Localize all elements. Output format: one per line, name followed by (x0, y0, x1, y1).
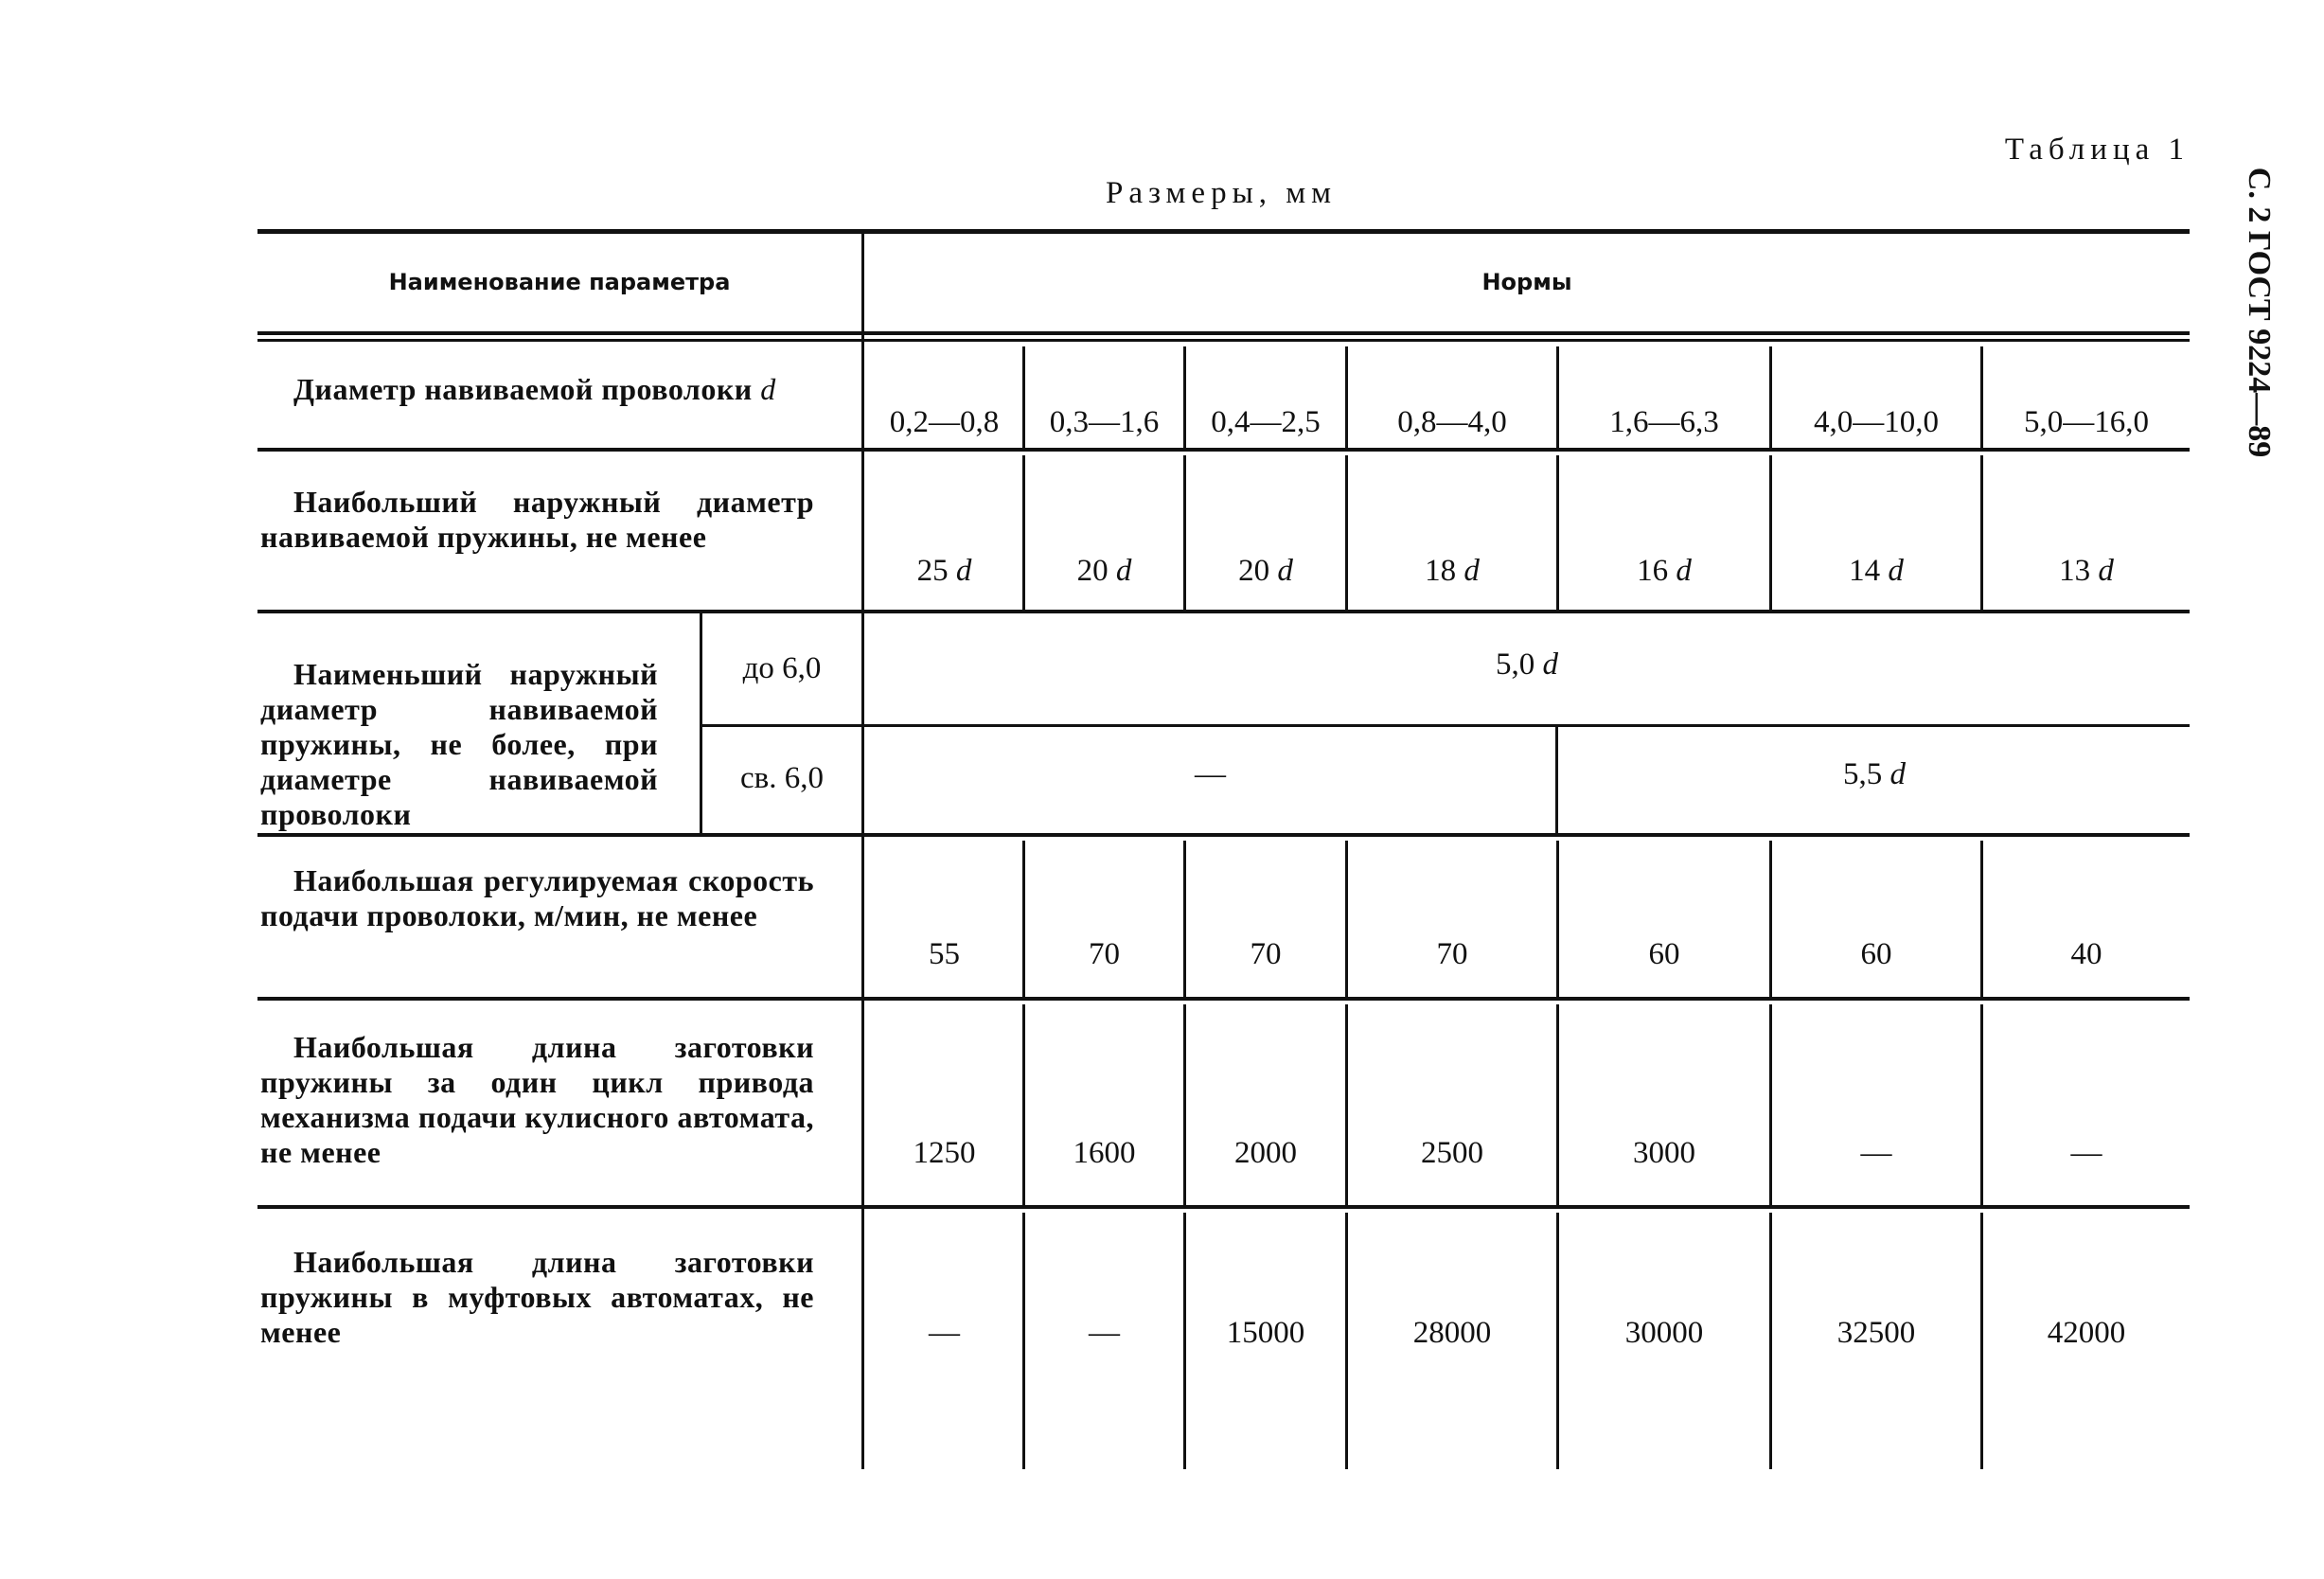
value-cell: 70 (1436, 937, 1468, 971)
value-col-divider (1769, 1004, 1772, 1205)
header-rule-2 (257, 339, 2190, 342)
sub-label-over-6: св. 6,0 (740, 761, 824, 795)
value-cell: 18 d (1425, 554, 1480, 588)
header-rule-1 (257, 331, 2190, 335)
value-cell: 14 d (1849, 554, 1904, 588)
value-cell: 0,3—1,6 (1049, 405, 1160, 439)
param-blank-length-clutch: Наибольшая длина заготовки пружины в муфтовых автоматах, не менее (260, 1245, 814, 1349)
value-cell: 28000 (1412, 1316, 1492, 1350)
value-cell: 70 (1250, 937, 1282, 971)
value-cell: — (929, 1316, 960, 1350)
value-cell: 60 (1648, 937, 1680, 971)
value-col-divider (1022, 841, 1025, 997)
col-divider (861, 234, 864, 1469)
value-cell: 0,2—0,8 (889, 405, 1000, 439)
param-blank-length-cam: Наибольшая длина заготовки пружины за один цикл привода механизма подачи кулисного автомата, не менее (260, 1030, 814, 1169)
row-rule (257, 1205, 2190, 1209)
value-cell: 16 d (1637, 554, 1692, 588)
value-col-divider (1556, 1004, 1559, 1205)
value-cell: 25 d (916, 554, 972, 588)
value-cell: 3000 (1633, 1136, 1695, 1170)
value-cell: 42000 (2047, 1316, 2126, 1350)
value-cell: 0,8—4,0 (1397, 405, 1507, 439)
sub-row-rule (701, 724, 2190, 727)
param-min-outer-diameter: Наименьший наружный диаметр навиваемой пружины, не более, при диаметре навиваемой проволоки (260, 657, 658, 831)
value-cell: 20 d (1076, 554, 1132, 588)
table-label: Таблица 1 (2004, 133, 2190, 167)
value-cell: 1,6—6,3 (1609, 405, 1719, 439)
row-rule (257, 448, 2190, 452)
value-cell: 30000 (1624, 1316, 1704, 1350)
running-header: С. 2 ГОСТ 9224—89 (2242, 167, 2277, 458)
value-col-divider (1345, 1004, 1348, 1205)
value-cell: — (1089, 1316, 1120, 1350)
sub-value-divider (1555, 727, 1558, 833)
value-cell: 2500 (1421, 1136, 1483, 1170)
value-min-diam-over-6-right: 5,5 d (1843, 757, 1906, 791)
value-col-divider (1980, 1004, 1983, 1205)
value-col-divider (1769, 841, 1772, 997)
value-cell: 20 d (1238, 554, 1293, 588)
value-cell: 2000 (1234, 1136, 1297, 1170)
value-cell: 70 (1089, 937, 1120, 971)
value-col-divider (1183, 1004, 1186, 1205)
value-cell: 1600 (1073, 1136, 1136, 1170)
value-cell: 40 (2070, 937, 2102, 971)
param-wire-diameter: Диаметр навиваемой проволоки d (293, 372, 776, 406)
value-col-divider (1183, 841, 1186, 997)
value-col-divider (1345, 841, 1348, 997)
value-min-diam-over-6-left: — (1195, 757, 1226, 791)
value-cell: 13 d (2059, 554, 2114, 588)
value-cell: 60 (1860, 937, 1892, 971)
value-cell: — (1860, 1136, 1892, 1170)
value-col-divider (1980, 841, 1983, 997)
value-cell: 4,0—10,0 (1814, 405, 1939, 439)
value-col-divider (1022, 1004, 1025, 1205)
units-caption: Размеры, мм (1105, 176, 1338, 210)
row-rule (257, 833, 2190, 837)
value-cell: 15000 (1226, 1316, 1305, 1350)
param-feed-speed: Наибольшая регулируемая скорость подачи проволоки, м/мин, не менее (260, 863, 814, 932)
sub-col-divider (700, 613, 702, 833)
value-cell: 1250 (913, 1136, 976, 1170)
value-cell: — (2070, 1136, 2102, 1170)
row-rule (257, 610, 2190, 613)
value-cell: 5,0—16,0 (2024, 405, 2149, 439)
value-col-divider (1556, 841, 1559, 997)
value-cell: 0,4—2,5 (1211, 405, 1321, 439)
row-rule (257, 997, 2190, 1001)
header-param: Наименование параметра (388, 269, 731, 295)
value-cell: 32500 (1836, 1316, 1916, 1350)
header-norms: Нормы (1481, 269, 1572, 295)
value-min-diam-upto-6: 5,0 d (1496, 648, 1558, 682)
table-top-rule (257, 229, 2190, 234)
param-max-outer-diameter: Наибольший наружный диаметр навиваемой пружины, не менее (260, 485, 814, 554)
sub-label-upto-6: до 6,0 (742, 651, 822, 685)
value-cell: 55 (929, 937, 960, 971)
